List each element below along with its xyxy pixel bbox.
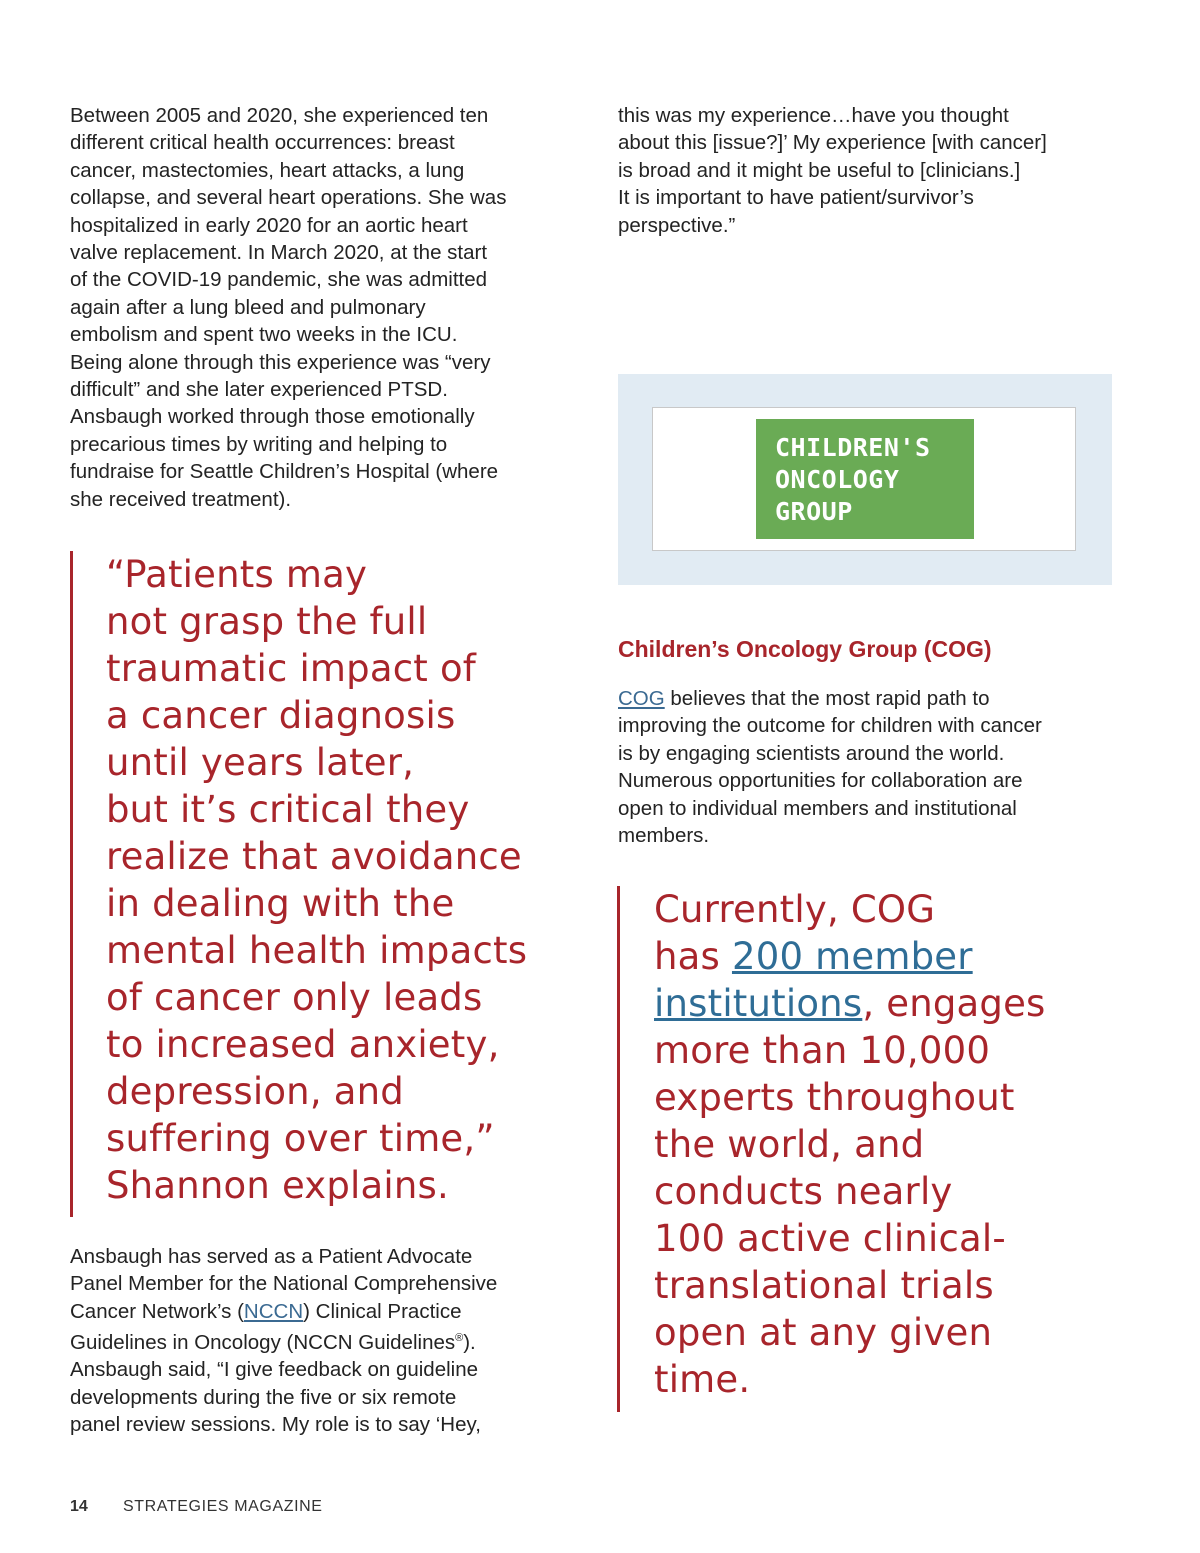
publication-name: STRATEGIES MAGAZINE <box>123 1498 323 1515</box>
quote-line: the world, and <box>654 1123 925 1166</box>
continuation-paragraph <box>618 102 1148 239</box>
member-institutions-link[interactable]: 200 member <box>731 935 973 978</box>
pull-quote-patients <box>70 551 570 1217</box>
text-line: she received treatment). <box>70 487 292 511</box>
text-line: hospitalized in early 2020 for an aortic heart <box>70 213 468 237</box>
text-line: members. <box>618 824 710 848</box>
quote-line: realize that avoidance <box>106 835 522 878</box>
nccn-link[interactable]: NCCN <box>243 1299 304 1323</box>
text-line: collapse, and several heart operations. She was <box>70 186 507 210</box>
logo-text-line: GROUP <box>775 497 853 526</box>
text-line: different critical health occurrences: breast <box>70 131 455 155</box>
text-segment: , engages <box>862 982 1046 1025</box>
text-line: cancer, mastectomies, heart attacks, a lung <box>70 158 465 182</box>
text-line: Being alone through this experience was “very <box>70 350 491 374</box>
text-segment: believes that the most rapid path to <box>664 687 990 710</box>
quote-line: suffering over time,” <box>106 1117 495 1160</box>
text-line: about this [issue?]’ My experience [with cancer] <box>618 131 1047 155</box>
quote-line: conducts nearly <box>654 1170 953 1213</box>
quote-line: to increased anxiety, <box>106 1023 500 1066</box>
text-line: fundraise for Seattle Children’s Hospital (where <box>70 460 499 484</box>
text-line: embolism and spent two weeks in the ICU. <box>70 323 458 347</box>
text-line: panel review sessions. My role is to say ‘Hey, <box>70 1413 481 1437</box>
quote-line: in dealing with the <box>106 882 455 925</box>
text-line <box>70 1298 590 1325</box>
logo-text-line: ONCOLOGY <box>775 465 900 494</box>
cog-paragraph <box>618 685 1148 849</box>
quote-line: more than 10,000 <box>654 1029 991 1072</box>
quote-line: 100 active clinical- <box>654 1217 1006 1260</box>
text-line: perspective.” <box>618 213 736 237</box>
member-institutions-link-cont[interactable]: institutions <box>654 982 863 1025</box>
quote-line: open at any given <box>654 1311 993 1354</box>
quote-line: until years later, <box>106 741 415 784</box>
quote-line: of cancer only leads <box>106 976 483 1019</box>
advocate-paragraph <box>70 1243 590 1439</box>
quote-line: Shannon explains. <box>106 1164 449 1207</box>
quote-line <box>654 980 1137 1027</box>
quote-line: but it’s critical they <box>106 788 470 831</box>
text-line: again after a lung bleed and pulmonary <box>70 295 426 319</box>
text-line: this was my experience…have you thought <box>618 104 1009 127</box>
registered-mark: ® <box>455 1332 464 1345</box>
quote-line: Currently, COG <box>654 888 936 931</box>
pull-quote-cog <box>617 886 1137 1412</box>
text-segment: Guidelines in Oncology (NCCN Guidelines <box>70 1331 456 1355</box>
quote-line: “Patients may <box>106 553 368 596</box>
section-heading-cog: Children’s Oncology Group (COG) <box>618 636 992 662</box>
logo-text-line: CHILDREN'S <box>775 433 931 462</box>
quote-line: traumatic impact of <box>106 647 477 690</box>
text-line <box>70 1325 590 1356</box>
cog-logo-panel <box>618 374 1112 585</box>
text-line: improving the outcome for children with cancer <box>618 714 1042 738</box>
text-line: is broad and it might be useful to [clinicians.] <box>618 158 1021 182</box>
quote-line: a cancer diagnosis <box>106 694 456 737</box>
text-segment: ) Clinical Practice <box>303 1299 462 1323</box>
text-line <box>618 685 1148 712</box>
text-line: Between 2005 and 2020, she experienced ten <box>70 104 489 127</box>
quote-line <box>654 933 1137 980</box>
text-segment: ). <box>463 1331 476 1355</box>
text-segment: Cancer Network’s ( <box>70 1299 244 1323</box>
quote-line: experts throughout <box>654 1076 1015 1119</box>
text-line: It is important to have patient/survivor’s <box>618 186 974 210</box>
quote-line: mental health impacts <box>106 929 528 972</box>
text-line: Numerous opportunities for collaboration are <box>618 769 1023 793</box>
page-number: 14 <box>70 1498 88 1515</box>
cog-logo <box>756 419 974 539</box>
text-line: valve replacement. In March 2020, at the start <box>70 241 488 265</box>
cog-link[interactable]: COG <box>618 687 665 710</box>
text-line: Ansbaugh said, “I give feedback on guideline <box>70 1358 479 1382</box>
intro-paragraph <box>70 102 590 513</box>
quote-line: translational trials <box>654 1264 994 1307</box>
cog-logo-card <box>652 407 1076 551</box>
text-line: of the COVID-19 pandemic, she was admitted <box>70 268 488 292</box>
text-segment: has <box>654 935 732 978</box>
text-line: Panel Member for the National Comprehensive <box>70 1272 498 1296</box>
quote-line: not grasp the full <box>106 600 428 643</box>
quote-line: depression, and <box>106 1070 404 1113</box>
text-line: is by engaging scientists around the world. <box>618 741 1005 765</box>
text-line: developments during the five or six remote <box>70 1385 457 1409</box>
text-line: difficult” and she later experienced PTSD. <box>70 378 448 402</box>
text-line: open to individual members and institutional <box>618 796 1017 820</box>
text-line: Ansbaugh has served as a Patient Advocate <box>70 1245 473 1268</box>
quote-line: time. <box>654 1358 751 1401</box>
text-line: precarious times by writing and helping to <box>70 432 448 456</box>
text-line: Ansbaugh worked through those emotionally <box>70 405 475 429</box>
